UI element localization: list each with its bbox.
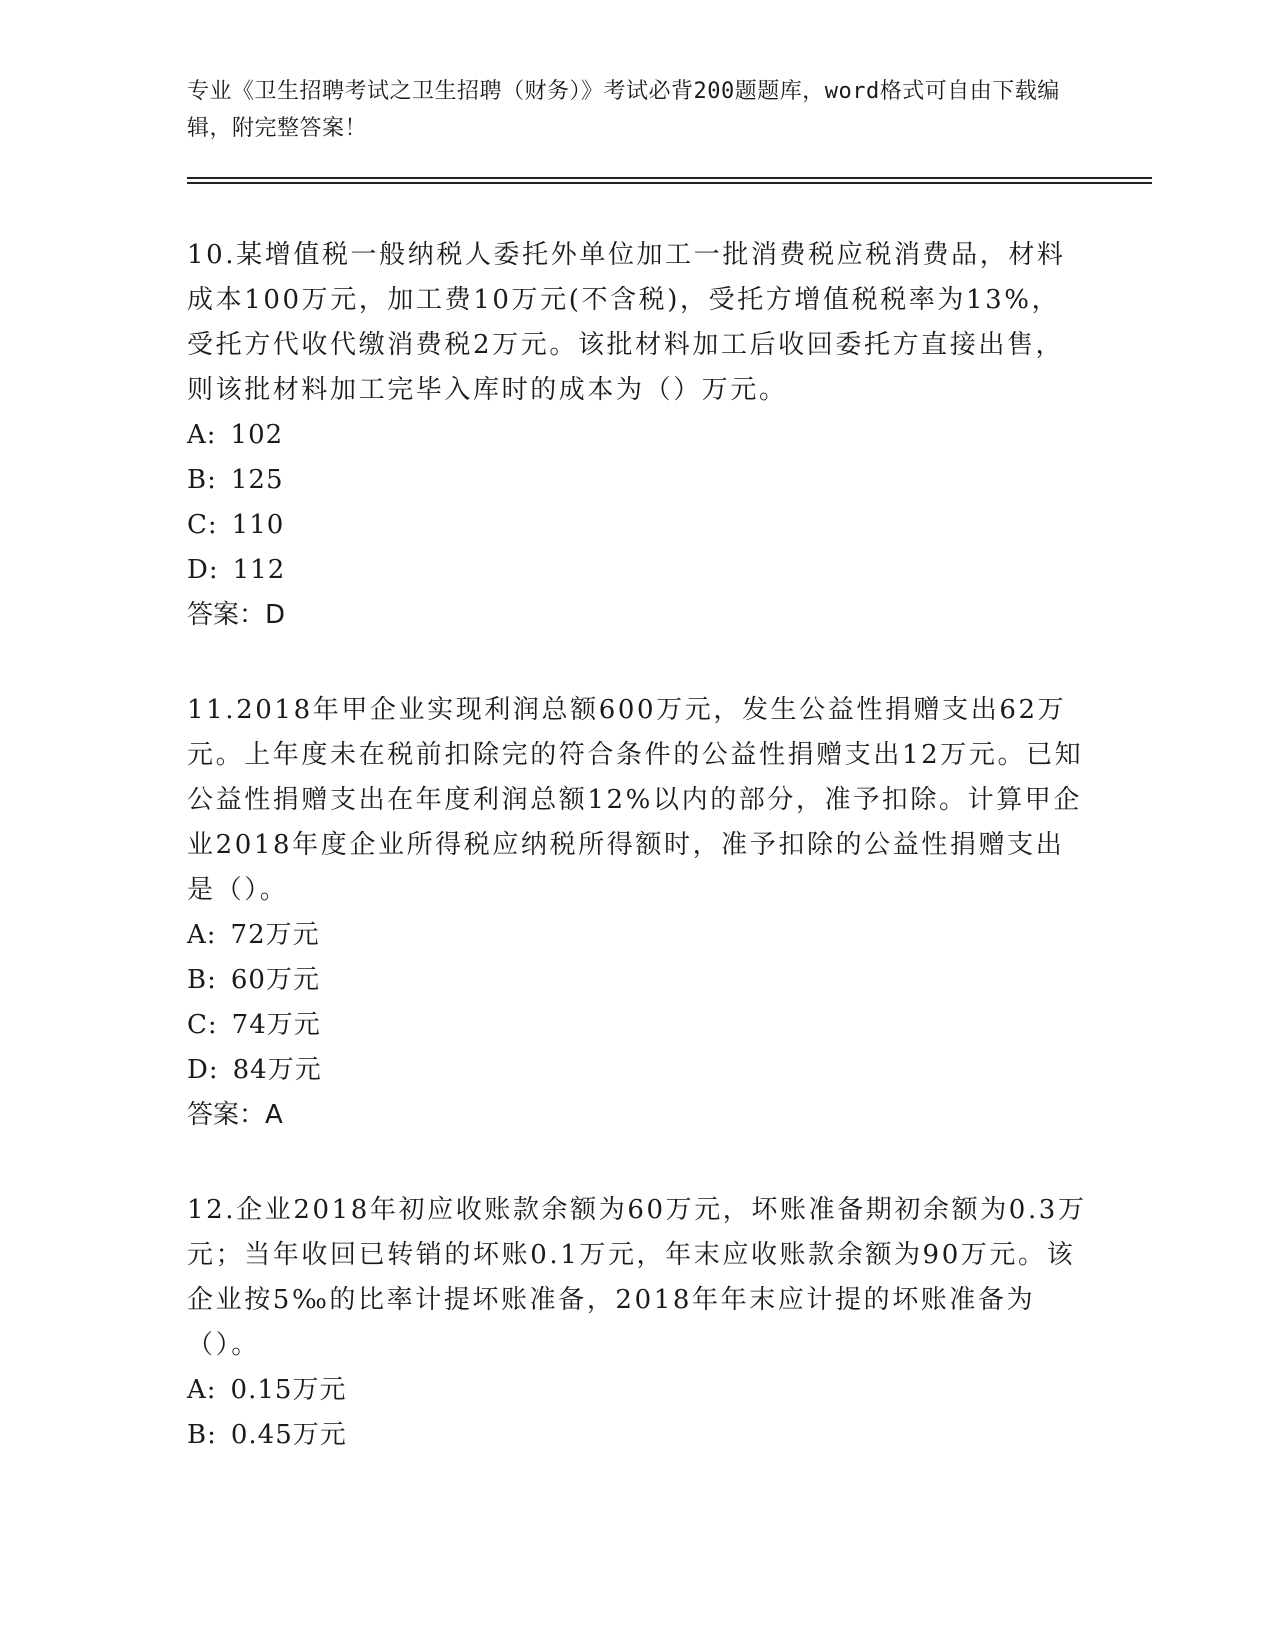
option-c — [187, 1003, 1087, 1048]
option-key: D: — [187, 1055, 219, 1085]
option-value: 72万元 — [230, 920, 320, 950]
question-10 — [187, 233, 1087, 638]
option-key: B: — [187, 1420, 217, 1450]
option-a — [187, 1368, 1087, 1413]
option-value: 110 — [231, 510, 285, 540]
option-key: A: — [187, 1375, 217, 1405]
option-value: 74万元 — [231, 1010, 321, 1040]
option-b — [187, 958, 1087, 1003]
option-a — [187, 913, 1087, 958]
option-value: 125 — [230, 465, 284, 495]
question-12 — [187, 1188, 1087, 1458]
option-value: 84万元 — [232, 1055, 322, 1085]
option-key: B: — [187, 465, 217, 495]
option-key: B: — [187, 965, 217, 995]
option-value: 60万元 — [230, 965, 320, 995]
header-divider-top — [187, 177, 1152, 179]
question-stem: 11.2018年甲企业实现利润总额600万元，发生公益性捐赠支出62万元。上年度未在税前扣除完的符合条件的公益性捐赠支出12万元。已知公益性捐赠支出在年度利润总额12%以内的部分，准予扣除。计算甲企业2018年度企业所得税应纳税所得额时，准予扣除的公益性捐赠支出是（）。 — [187, 695, 1084, 905]
option-value: 0.15万元 — [230, 1375, 347, 1405]
option-b — [187, 1413, 1087, 1458]
document-header: 专业《卫生招聘考试之卫生招聘（财务）》考试必背200题题库，word格式可自由下载编辑，附完整答案！ — [187, 79, 1060, 141]
option-d — [187, 1048, 1087, 1093]
option-key: A: — [187, 420, 217, 450]
answer-line: 答案：A — [187, 1100, 283, 1130]
option-key: A: — [187, 920, 217, 950]
question-11 — [187, 688, 1087, 1138]
option-d — [187, 548, 1087, 593]
option-a — [187, 413, 1087, 458]
option-c — [187, 503, 1087, 548]
question-stem: 12.企业2018年初应收账款余额为60万元，坏账准备期初余额为0.3万元；当年收回已转销的坏账0.1万元，年末应收账款余额为90万元。该企业按5‰的比率计提坏账准备，2018年年末应计提的坏账准备为（）。 — [187, 1195, 1087, 1360]
option-b — [187, 458, 1087, 503]
question-stem: 10.某增值税一般纳税人委托外单位加工一批消费税应税消费品，材料成本100万元，加工费10万元(不含税)，受托方增值税税率为13%，受托方代收代缴消费税2万元。该批材料加工后收回委托方直接出售，则该批材料加工完毕入库时的成本为（）万元。 — [187, 240, 1066, 405]
option-key: C: — [187, 1010, 218, 1040]
answer-line: 答案：D — [187, 600, 286, 630]
option-value: 112 — [232, 555, 286, 585]
option-value: 102 — [230, 420, 284, 450]
header-divider-bottom — [187, 182, 1152, 184]
option-value: 0.45万元 — [230, 1420, 347, 1450]
option-key: C: — [187, 510, 218, 540]
option-key: D: — [187, 555, 219, 585]
